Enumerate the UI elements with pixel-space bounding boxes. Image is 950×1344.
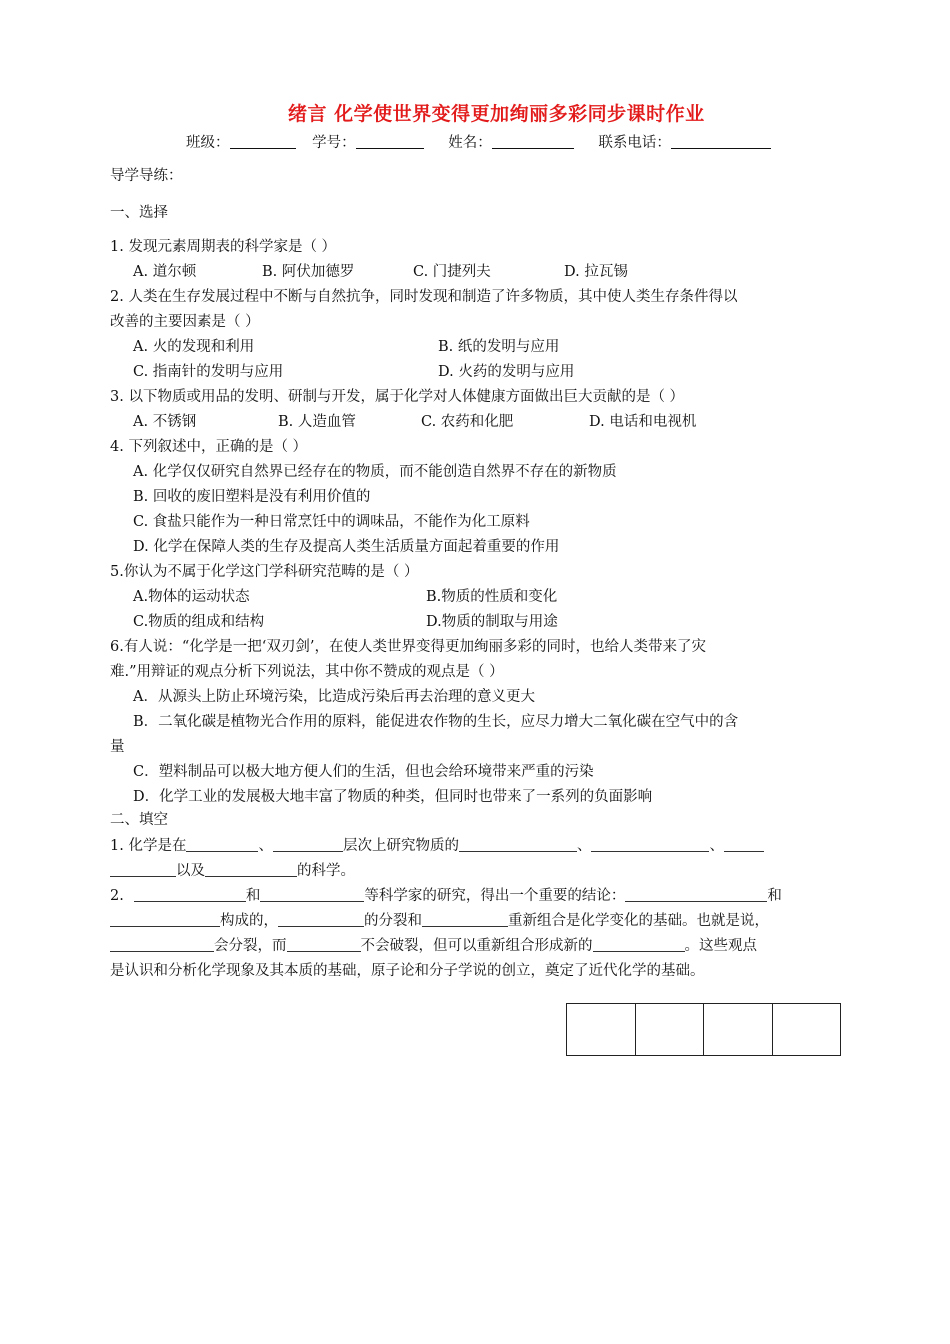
f1-text-5: 、 — [709, 838, 724, 854]
f2-line1 — [110, 884, 782, 905]
f2-text-5: 构成的， — [220, 913, 278, 929]
score-table — [566, 1003, 841, 1056]
q4-stem: 4. 下列叙述中，正确的是（ ） — [110, 439, 308, 455]
q6-option-d[interactable]: D．化学工业的发展极大地丰富了物质的种类，但同时也带来了一系列的负面影响 — [133, 789, 653, 805]
section-choice-heading: 一、选择 — [110, 205, 168, 221]
f1-blank-1[interactable] — [186, 837, 258, 852]
f1-blank-7[interactable] — [205, 862, 297, 877]
student-no-blank[interactable] — [356, 134, 424, 149]
q5-option-a[interactable]: A.物体的运动状态 — [133, 589, 250, 605]
f1-line1 — [110, 834, 764, 855]
f1-text-1: 1. 化学是在 — [110, 838, 187, 854]
q5-stem: 5.你认为不属于化学这门学科研究范畴的是（ ） — [110, 564, 419, 580]
class-blank[interactable] — [230, 134, 296, 149]
q1-stem: 1. 发现元素周期表的科学家是（ ） — [110, 239, 337, 255]
score-cell[interactable] — [704, 1004, 773, 1055]
q3-stem: 3. 以下物质或用品的发明、研制与开发，属于化学对人体健康方面做出巨大贡献的是（ ） — [110, 389, 685, 405]
f2-line2 — [110, 909, 769, 930]
f2-blank-7[interactable] — [110, 937, 214, 952]
q4-option-b[interactable]: B. 回收的废旧塑料是没有利用价值的 — [133, 489, 371, 505]
f2-text-7: 重新组合是化学变化的基础。也就是说， — [508, 913, 769, 929]
f1-blank-2[interactable] — [273, 837, 343, 852]
f1-blank-6[interactable] — [110, 862, 176, 877]
f2-text-9: 不会破裂，但可以重新组合形成新的 — [360, 938, 593, 954]
class-label: 班级： — [186, 135, 230, 151]
q6-stem-line2: 难.”用辩证的观点分析下列说法，其中你不赞成的观点是（ ） — [110, 664, 504, 680]
score-cell[interactable] — [773, 1004, 841, 1055]
section-fill-heading: 二、填空 — [110, 812, 168, 828]
phone-label: 联系电话： — [598, 135, 671, 151]
f2-blank-9[interactable] — [593, 937, 685, 952]
q2-option-b[interactable]: B. 纸的发明与应用 — [438, 339, 560, 355]
q6-option-b[interactable]: B．二氧化碳是植物光合作用的原料，能促进农作物的生长，应尽力增大二氧化碳在空气中的含 — [133, 714, 739, 730]
q5-option-c[interactable]: C.物质的组成和结构 — [133, 614, 265, 630]
q1-option-a[interactable]: A. 道尔顿 — [133, 264, 197, 280]
f2-text-8: 会分裂，而 — [214, 938, 287, 954]
q2-stem-line1: 2. 人类在生存发展过程中不断与自然抗争，同时发现和制造了许多物质，其中使人类生存条件得以 — [110, 289, 738, 305]
f2-blank-3[interactable] — [625, 887, 767, 902]
q4-option-a[interactable]: A. 化学仅仅研究自然界已经存在的物质，而不能创造自然界不存在的新物质 — [133, 464, 617, 480]
f2-blank-8[interactable] — [287, 937, 361, 952]
f1-text-4: 、 — [576, 838, 592, 854]
q3-option-c[interactable]: C. 农药和化肥 — [421, 414, 514, 430]
f2-blank-4[interactable] — [110, 912, 220, 927]
q6-option-c[interactable]: C．塑料制品可以极大地方便人们的生活，但也会给环境带来严重的污染 — [133, 764, 594, 780]
page-title: 绪言 化学使世界变得更加绚丽多彩同步课时作业 — [288, 103, 705, 125]
q6-stem-line1: 6.有人说：“化学是一把‘双刃剑’，在使人类世界变得更加绚丽多彩的同时，也给人类带来了灾 — [110, 639, 706, 655]
phone-blank[interactable] — [671, 134, 771, 149]
name-blank[interactable] — [492, 134, 574, 149]
f1-text-7: 的科学。 — [297, 863, 355, 879]
student-info-row — [186, 131, 771, 152]
guide-heading: 导学导练： — [110, 168, 183, 184]
student-no-label: 学号： — [312, 135, 356, 151]
q2-option-a[interactable]: A. 火的发现和利用 — [133, 339, 255, 355]
f2-text-6: 的分裂和 — [364, 913, 422, 929]
q4-option-c[interactable]: C. 食盐只能作为一种日常烹饪中的调味品，不能作为化工原料 — [133, 514, 530, 530]
q3-option-b[interactable]: B. 人造血管 — [278, 414, 356, 430]
f2-blank-2[interactable] — [260, 887, 364, 902]
score-cell[interactable] — [636, 1004, 705, 1055]
f2-text-1: 2. — [110, 888, 124, 904]
q6-option-a[interactable]: A．从源头上防止环境污染，比造成污染后再去治理的意义更大 — [133, 689, 535, 705]
q1-option-c[interactable]: C. 门捷列夫 — [413, 264, 491, 280]
q6-option-b-cont: 量 — [110, 739, 125, 755]
f1-blank-4[interactable] — [591, 837, 709, 852]
q1-option-b[interactable]: B. 阿伏加德罗 — [262, 264, 355, 280]
f2-text-3: 等科学家的研究，得出一个重要的结论： — [364, 888, 626, 904]
f2-text-4: 和 — [767, 888, 782, 904]
q2-option-c[interactable]: C. 指南针的发明与应用 — [133, 364, 284, 380]
q3-option-d[interactable]: D. 电话和电视机 — [589, 414, 697, 430]
f2-text-2: 和 — [245, 888, 261, 904]
f2-text-10: 。这些观点 — [684, 938, 757, 954]
q5-option-d[interactable]: D.物质的制取与用途 — [426, 614, 558, 630]
f1-text-2: 、 — [258, 838, 273, 854]
f2-blank-1[interactable] — [134, 887, 246, 902]
f1-text-3: 层次上研究物质的 — [342, 838, 459, 854]
q5-option-b[interactable]: B.物质的性质和变化 — [426, 589, 558, 605]
f2-blank-6[interactable] — [422, 912, 508, 927]
q2-stem-line2: 改善的主要因素是（ ） — [110, 314, 260, 330]
f1-blank-5[interactable] — [724, 837, 764, 852]
f2-blank-5[interactable] — [278, 912, 364, 927]
f2-line4: 是认识和分析化学现象及其本质的基础，原子论和分子学说的创立，奠定了近代化学的基础。 — [110, 963, 705, 979]
name-label: 姓名： — [448, 135, 492, 151]
q2-option-d[interactable]: D. 火药的发明与应用 — [438, 364, 575, 380]
f1-line2 — [110, 859, 355, 880]
q3-option-a[interactable]: A. 不锈钢 — [133, 414, 197, 430]
score-cell[interactable] — [567, 1004, 636, 1055]
q1-option-d[interactable]: D. 拉瓦锡 — [564, 264, 628, 280]
f1-text-6: 以及 — [176, 863, 205, 879]
f2-line3 — [110, 934, 757, 955]
f1-blank-3[interactable] — [459, 837, 577, 852]
q4-option-d[interactable]: D. 化学在保障人类的生存及提高人类生活质量方面起着重要的作用 — [133, 539, 560, 555]
